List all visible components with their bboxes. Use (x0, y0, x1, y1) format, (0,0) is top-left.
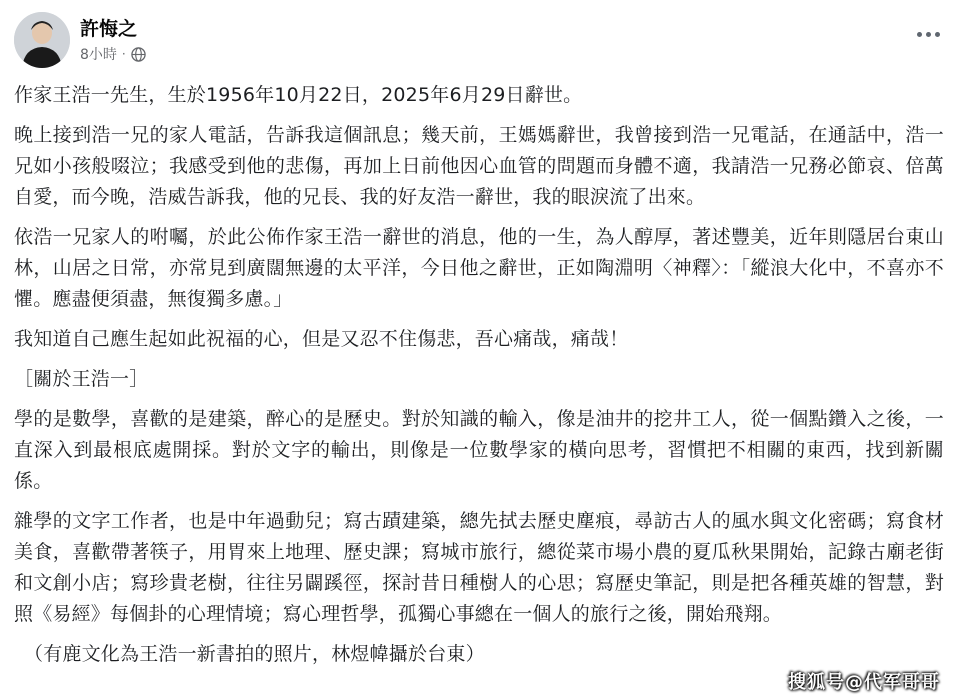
globe-icon[interactable] (131, 47, 146, 62)
post-paragraph: 依浩一兄家人的咐囑，於此公佈作家王浩一辭世的消息，他的一生，為人醇厚，著述豐美，近年則隱居台東山林，山居之日常，亦常見到廣闊無邊的太平洋，今日他之辭世，正如陶淵明〈神釋〉：「縱浪大化中，不喜亦不懼。應盡便須盡，無復獨多慮。」 (14, 226, 944, 310)
more-options-icon[interactable] (910, 22, 946, 46)
photo-caption: （有鹿文化為王浩一新書拍的照片，林煜幃攝於台東） (24, 643, 485, 665)
avatar-photo (14, 12, 70, 68)
author-name[interactable]: 許悔之 (80, 18, 138, 40)
post-body (14, 80, 944, 679)
post-time[interactable]: 8小時 (80, 47, 117, 63)
post-paragraph: 作家王浩一先生，生於1956年10月22日，2025年6月29日辭世。 (14, 84, 583, 106)
post-paragraph: 雜學的文字工作者，也是中年過動兒；寫古蹟建築，總先拭去歷史塵痕，尋訪古人的風水與文化密碼；寫食材美食，喜歡帶著筷子，用胃來上地理、歷史課；寫城市旅行，總從菜市場小農的夏瓜秋果開始，記錄古廟老街和文創小店；寫珍貴老樹，往往另闢蹊徑，探討昔日種樹人的心思；寫歷史筆記，則是把各種英雄的智慧，對照《易經》每個卦的心理情境；寫心理哲學，孤獨心事總在一個人的旅行之後，開始飛翔。 (14, 510, 944, 625)
post-meta (80, 44, 146, 64)
post-paragraph: 我知道自己應生起如此祝福的心，但是又忍不住傷悲，吾心痛哉，痛哉！ (14, 328, 629, 350)
post-header (14, 12, 946, 74)
post-paragraph: 學的是數學，喜歡的是建築，醉心的是歷史。對於知識的輸入，像是油井的挖井工人，從一個點鑽入之後，一直深入到最根底處開採。對於文字的輸出，則像是一位數學家的橫向思考，習慣把不相關的東西，找到新關係。 (14, 408, 944, 492)
watermark: 搜狐号@代军哥哥 (788, 672, 940, 693)
post-paragraph: 晚上接到浩一兄的家人電話，告訴我這個訊息；幾天前，王媽媽辭世，我曾接到浩一兄電話，在通話中，浩一兄如小孩般啜泣；我感受到他的悲傷，再加上日前他因心血管的問題而身體不適，我請浩一兄務必節哀、倍萬自愛，而今晚，浩威告訴我，他的兄長、我的好友浩一辭世，我的眼淚流了出來。 (14, 124, 944, 208)
meta-separator: · (121, 47, 126, 61)
author-avatar[interactable] (14, 12, 70, 68)
section-heading: ［關於王浩一］ (14, 368, 149, 390)
